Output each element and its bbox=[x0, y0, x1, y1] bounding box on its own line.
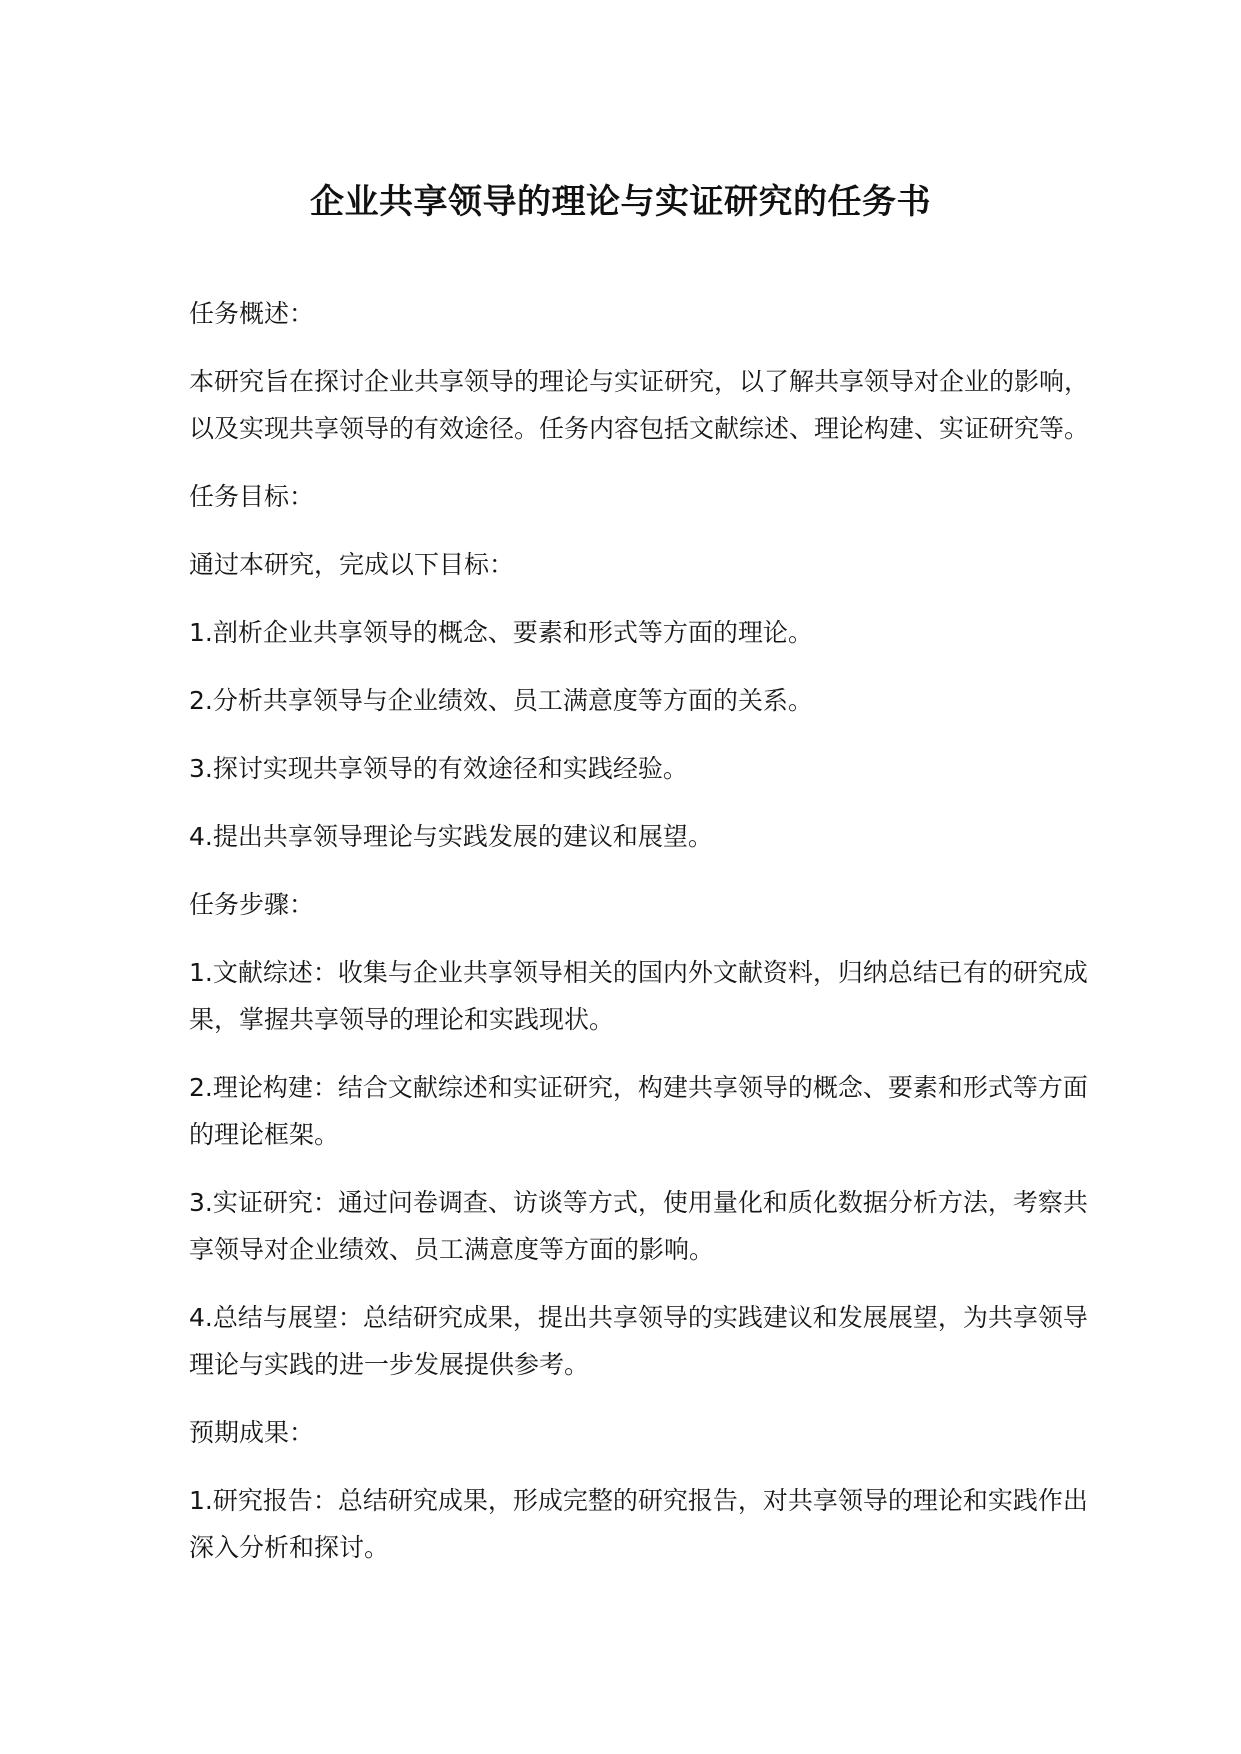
goal-item: 2.分析共享领导与企业绩效、员工满意度等方面的关系。 bbox=[189, 686, 813, 715]
section-heading-outcomes: 预期成果： bbox=[189, 1418, 315, 1447]
section-heading-steps: 任务步骤： bbox=[189, 890, 315, 919]
step-item: 4.总结与展望：总结研究成果，提出共享领导的实践建议和发展展望，为共享领导理论与实践的进一步发展提供参考。 bbox=[189, 1303, 1088, 1379]
document-title: 企业共享领导的理论与实证研究的任务书 bbox=[310, 182, 931, 222]
step-item: 2.理论构建：结合文献综述和实证研究，构建共享领导的概念、要素和形式等方面的理论框架。 bbox=[189, 1073, 1088, 1149]
goal-item: 1.剖析企业共享领导的概念、要素和形式等方面的理论。 bbox=[189, 618, 813, 647]
section-heading-goals: 任务目标： bbox=[189, 482, 315, 511]
goals-intro: 通过本研究，完成以下目标： bbox=[189, 550, 515, 579]
section-heading-overview: 任务概述： bbox=[189, 299, 315, 328]
outcome-item: 1.研究报告：总结研究成果，形成完整的研究报告，对共享领导的理论和实践作出深入分析和探讨。 bbox=[189, 1486, 1088, 1562]
goal-item: 3.探讨实现共享领导的有效途径和实践经验。 bbox=[189, 754, 688, 783]
overview-paragraph: 本研究旨在探讨企业共享领导的理论与实证研究，以了解共享领导对企业的影响，以及实现共享领导的有效途径。任务内容包括文献综述、理论构建、实证研究等。 bbox=[189, 367, 1090, 443]
step-item: 3.实证研究：通过问卷调查、访谈等方式，使用量化和质化数据分析方法，考察共享领导对企业绩效、员工满意度等方面的影响。 bbox=[189, 1188, 1088, 1264]
goal-item: 4.提出共享领导理论与实践发展的建议和展望。 bbox=[189, 822, 713, 851]
step-item: 1.文献综述：收集与企业共享领导相关的国内外文献资料，归纳总结已有的研究成果，掌握共享领导的理论和实践现状。 bbox=[189, 958, 1088, 1034]
document-body bbox=[189, 290, 1089, 1592]
